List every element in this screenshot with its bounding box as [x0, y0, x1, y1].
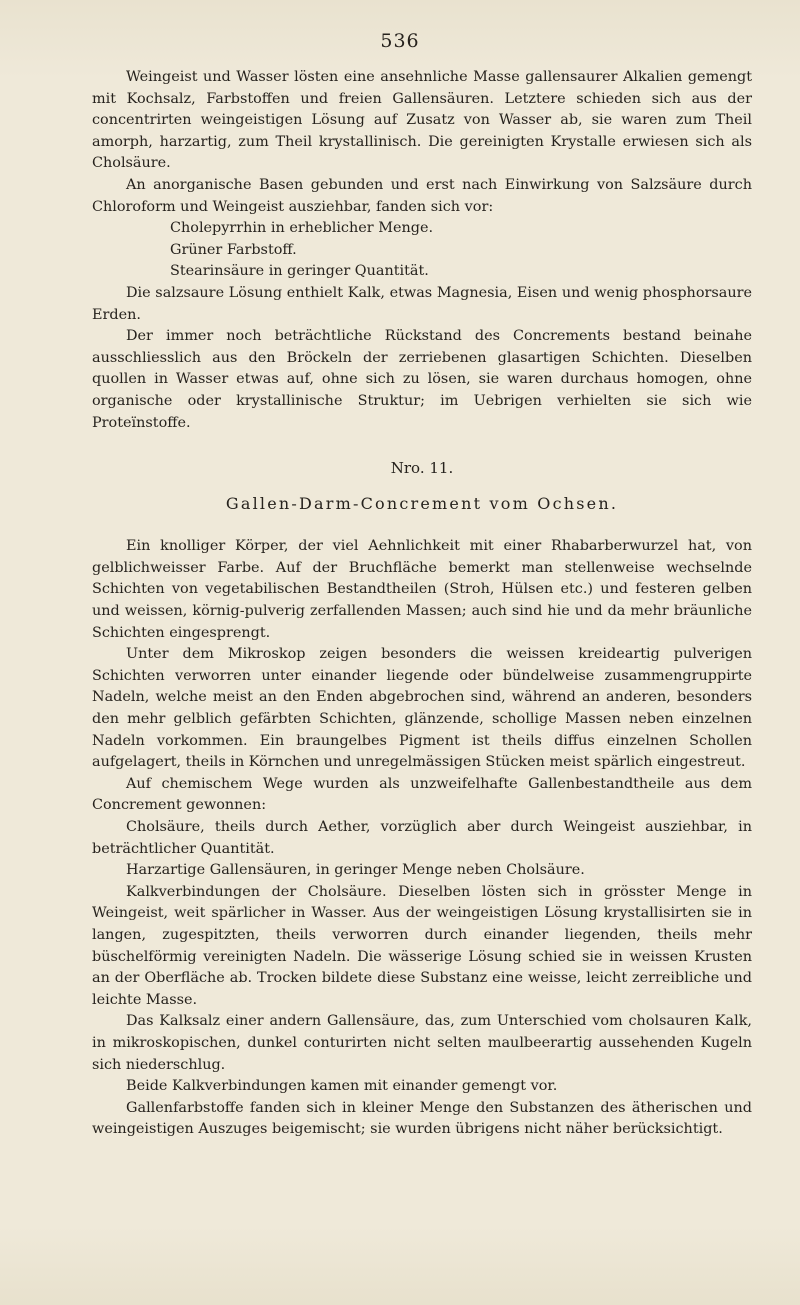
page-body: [92, 67, 752, 1141]
section-title: Gallen-Darm-Concrement vom Ochsen.: [225, 493, 619, 513]
paragraph: Cholsäure, theils durch Aether, vorzüglich aber durch Weingeist ausziehbar, in beträchtlicher Quantität.: [92, 819, 752, 857]
paragraph: Weingeist und Wasser lösten eine ansehnliche Masse gallensaurer Alkalien gemengt mit Kochsalz, Farbstoffen und freien Gallensäuren. Letztere schieden sich aus der concentrirten weingeistigen Lösung auf Zusatz von Wasser ab, sie waren zum Theil amorph, harzartig, zum Theil krystallinisch. Die gereinigten Krystalle erwiesen sich als Cholsäure.: [92, 69, 752, 172]
section-number: Nro. 11.: [390, 459, 454, 478]
paragraph: Beide Kalkverbindungen kamen mit einander gemengt vor.: [126, 1078, 558, 1095]
paragraph: Das Kalksalz einer andern Gallensäure, das, zum Unterschied vom cholsauren Kalk, in mikroskopischen, dunkel conturirten nicht selten maulbeerartig aussehenden Kugeln sich niederschlug.: [92, 1013, 752, 1073]
paragraph: Unter dem Mikroskop zeigen besonders die weissen kreideartig pulverigen Schichten verworren unter einander liegende oder bündelweise zusammengruppirte Nadeln, welche meist an den Enden abgebrochen sind, während an anderen, besonders den mehr gelblich gefärbten Schichten, glänzende, schollige Massen neben einzelnen Nadeln vorkommen. Ein braungelbes Pigment ist theils diffus einzelnen Schollen aufgelagert, theils in Körnchen und unregelmässigen Stücken meist spärlich eingestreut.: [92, 646, 752, 771]
paragraph: Ein knolliger Körper, der viel Aehnlichkeit mit einer Rhabarberwurzel hat, von gelblichweisser Farbe. Auf der Bruchfläche bemerkt man stellenweise wechselnde Schichten von vegetabilischen Bestandtheilen (Stroh, Hülsen etc.) und festeren gelben und weissen, körnig-pulverig zerfallenden Massen; auch sind hie und da mehr bräunliche Schichten eingesprengt.: [92, 538, 752, 641]
list-item: Stearinsäure in geringer Quantität.: [170, 263, 429, 280]
paragraph: Die salzsaure Lösung enthielt Kalk, etwas Magnesia, Eisen und wenig phosphorsaure Erden.: [92, 284, 752, 323]
paragraph: Harzartige Gallensäuren, in geringer Menge neben Cholsäure.: [126, 862, 585, 879]
paragraph: Kalkverbindungen der Cholsäure. Dieselben lösten sich in grösster Menge in Weingeist, weit spärlicher in Wasser. Aus der weingeistigen Lösung krystallisirten sie in langen, zugespitzten, theils verworren durch einander liegenden, theils mehr büschelförmig vereinigten Nadeln. Die wässerige Lösung schied sie in weissen Krusten an der Oberfläche ab. Trocken bildete diese Substanz eine weisse, leicht zerreibliche und leichte Masse.: [92, 883, 752, 1008]
page-number: 536: [380, 30, 420, 52]
paragraph: Der immer noch beträchtliche Rückstand des Concrements bestand beinahe ausschliesslich aus den Bröckeln der zerriebenen glasartigen Schichten. Dieselben quollen in Wasser etwas auf, ohne sich zu lösen, sie waren durchaus homogen, ohne organische oder krystallinische Struktur; im Uebrigen verhielten sie sich wie Proteïnstoffe.: [92, 328, 752, 431]
paragraph: Gallenfarbstoffe fanden sich in kleiner Menge den Substanzen des ätherischen und weingeistigen Auszuges beigemischt; sie wurden übrigens nicht näher berücksichtigt.: [92, 1099, 752, 1138]
list-item: Grüner Farbstoff.: [170, 241, 297, 258]
list-item: Cholepyrrhin in erheblicher Menge.: [170, 220, 434, 237]
paragraph: An anorganische Basen gebunden und erst nach Einwirkung von Salzsäure durch Chloroform und Weingeist ausziehbar, fanden sich vor:: [92, 176, 752, 215]
paragraph: Auf chemischem Wege wurden als unzweifelhafte Gallenbestandtheile aus dem Concrement gewonnen:: [92, 775, 752, 814]
